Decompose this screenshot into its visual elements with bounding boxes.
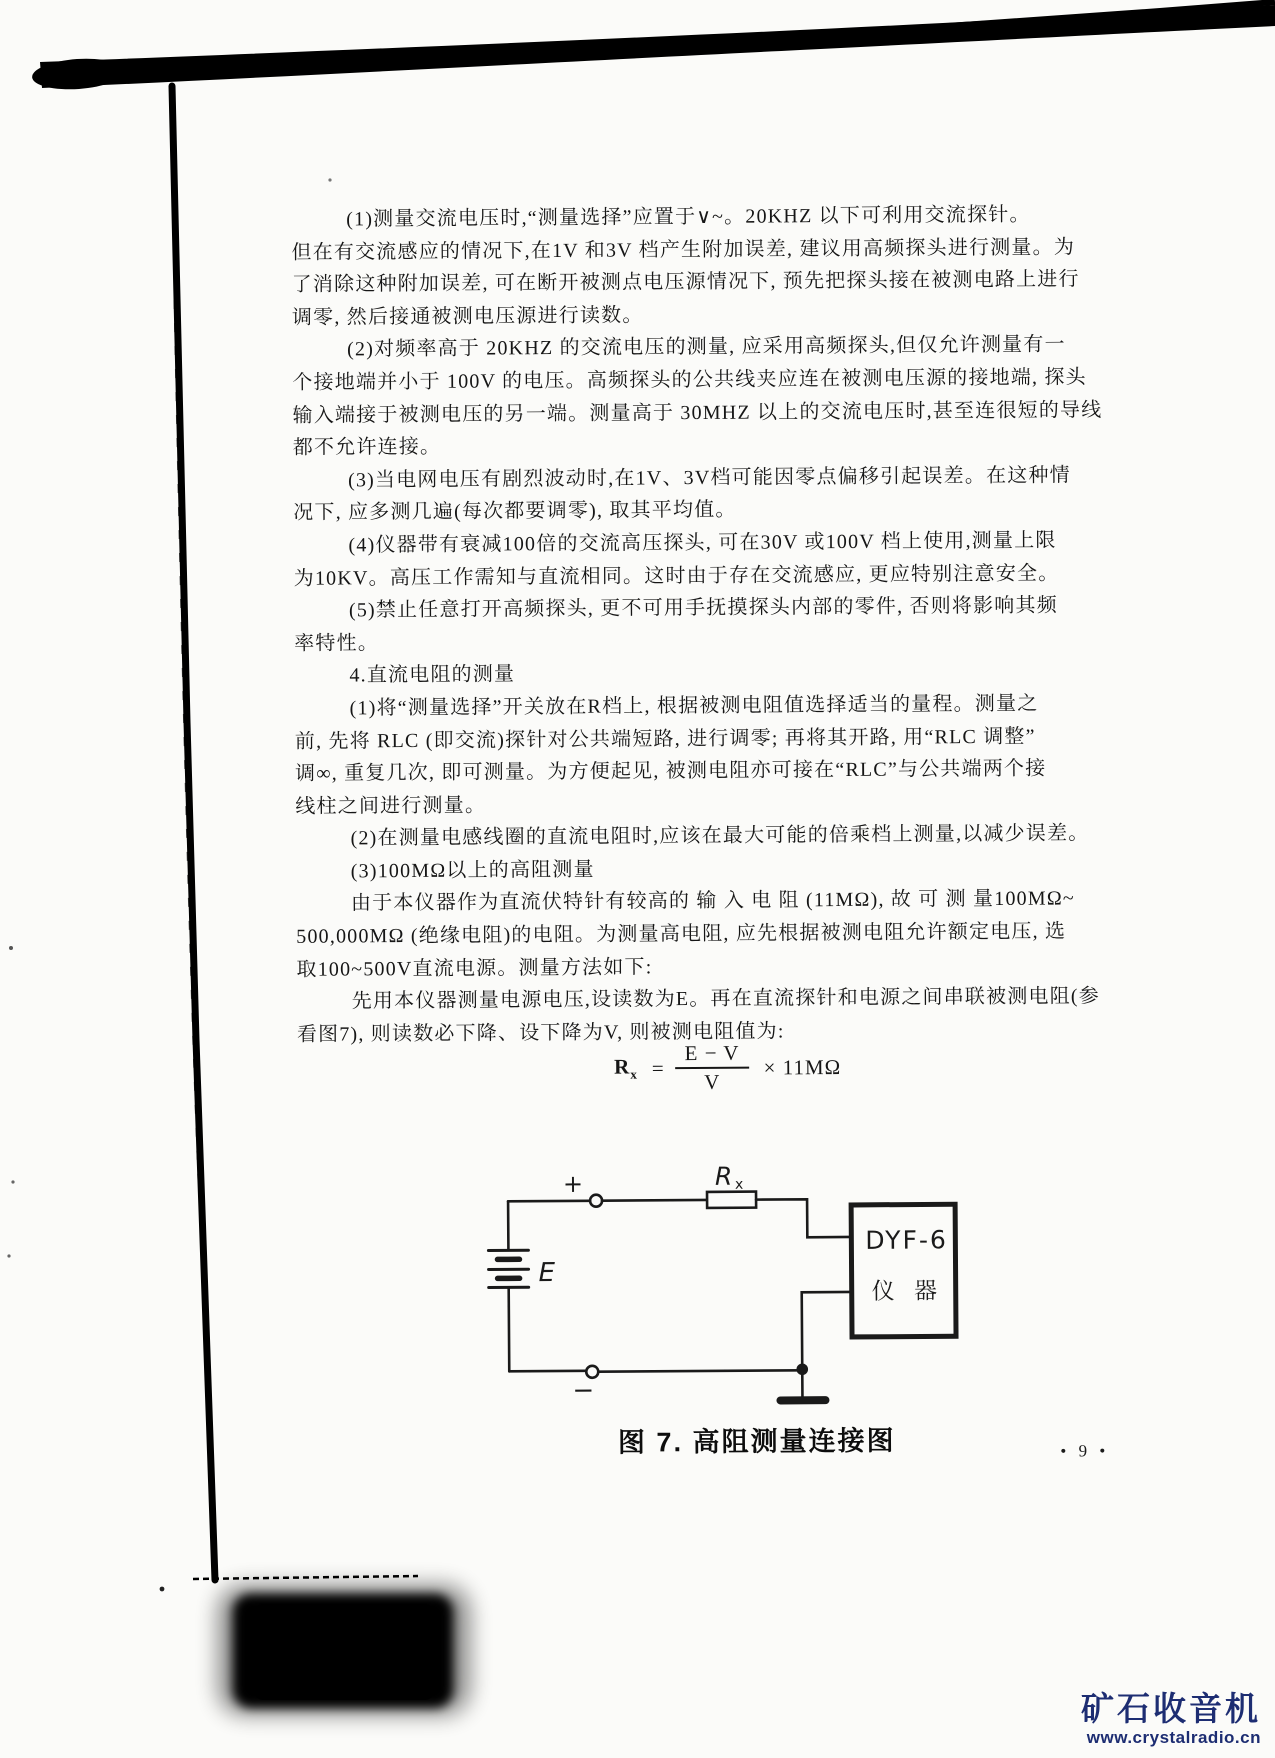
watermark-title: 矿石收音机 [1081, 1692, 1261, 1727]
formula-factor: × 11MΩ [764, 1055, 842, 1081]
text-line: (2)在测量电感线圈的直流电阻时,应该在最大可能的倍乘档上测量,以减少误差。 [295, 817, 1147, 856]
text-line: 调零, 然后接通被测电压源进行读数。 [292, 296, 1144, 335]
text-line: (2)对频率高于 20KHZ 的交流电压的测量, 应采用高频探头,但仅允许测量有一 [292, 328, 1144, 367]
wire-bottom-port [802, 1292, 853, 1369]
text-line: 调∞, 重复几次, 即可测量。为方便起见, 被测电阻亦可接在“RLC”与公共端两个接 [295, 752, 1147, 791]
text-line: 先用本仪器测量电源电压,设读数为E。再在直流探针和电源之间串联被测电阻(参 [297, 980, 1149, 1019]
battery-wire-bottom [509, 1288, 510, 1371]
text-line: 输入端接于被测电压的另一端。测量高于 30MHZ 以上的交流电压时,甚至连很短的导线 [292, 393, 1144, 432]
text-line: 前, 先将 RLC (即交流)探针对公共端短路, 进行调零; 再将其开路, 用“RLC 调整” [295, 719, 1147, 758]
wire-top3 [756, 1199, 851, 1238]
text-line: (4)仪器带有衰减100倍的交流高压探头, 可在30V 或100V 档上使用,测量上限 [293, 524, 1145, 563]
wire-bottom2 [598, 1370, 802, 1371]
text-line: 500,000MΩ (绝缘电阻)的电阻。为测量高电阻, 应先根据被测电阻允许额定电压, 选 [296, 915, 1148, 954]
formula [614, 1041, 841, 1095]
page-number: • 9 • [1035, 1441, 1135, 1462]
circuit-diagram [443, 1153, 1005, 1427]
watermark [1081, 1692, 1261, 1747]
text-line: 况下, 应多测几遍(每次都要调零), 取其平均值。 [293, 491, 1145, 530]
text-line: (1)将“测量选择”开关放在R档上, 根据被测电阻值选择适当的量程。测量之 [295, 687, 1147, 726]
text-line: 看图7), 则读数必下降、设下降为V, 则被测电阻值为: [297, 1013, 1149, 1052]
formula-numerator: E − V [674, 1042, 749, 1070]
text-line: 都不允许连接。 [293, 426, 1145, 465]
text-line: 为10KV。高压工作需知与直流相同。这时由于存在交流感应, 更应特别注意安全。 [294, 556, 1146, 595]
text-line: (3)100MΩ以上的高阻测量 [296, 850, 1148, 889]
resistor-label-sub: x [735, 1177, 743, 1193]
body-text [291, 198, 1149, 1051]
formula-denominator: V [675, 1069, 750, 1095]
minus-sign: − [572, 1376, 594, 1406]
instrument-box [851, 1204, 956, 1337]
wire-bottom [509, 1371, 586, 1372]
text-line: 个接地端并小于 100V 的电压。高频探头的公共线夹应连在被测电压源的接地端, 探头 [292, 361, 1144, 400]
text-line: 4.直流电阻的测量 [294, 654, 1146, 693]
text-line: 由于本仪器作为直流伏特针有较高的 输 入 电 阻 (11MΩ), 故 可 测 量100MΩ~ [296, 882, 1148, 921]
text-line: 线柱之间进行测量。 [295, 785, 1147, 824]
formula-fraction [674, 1042, 749, 1095]
text-line: 取100~500V直流电源。测量方法如下: [296, 948, 1148, 987]
terminal-plus [590, 1195, 602, 1207]
text-line: (5)禁止任意打开高频探头, 更不可用手抚摸探头内部的零件, 否则将影响其频 [294, 589, 1146, 628]
wire-top2 [602, 1200, 707, 1201]
text-line: (1)测量交流电压时,“测量选择”应置于∨~。20KHZ 以下可利用交流探针。 [291, 198, 1143, 237]
battery-label: E [538, 1258, 555, 1288]
resistor-label: R [715, 1162, 733, 1191]
text-line: 率特性。 [294, 622, 1146, 661]
text-line: 了消除这种附加误差, 可在断开被测点电压源情况下, 预先把探头接在被测电路上进行 [292, 263, 1144, 302]
wire-top [508, 1201, 590, 1202]
text-line: 但在有交流感应的情况下,在1V 和3V 档产生附加误差, 建议用高频探头进行测量。为 [291, 230, 1143, 269]
resistor-body [707, 1192, 756, 1208]
figure-caption: 图 7. 高阻测量连接图 [565, 1418, 949, 1460]
formula-equals: = [652, 1056, 665, 1081]
watermark-url: www.crystalradio.cn [1081, 1729, 1261, 1747]
text-line: (3)当电网电压有剧烈波动时,在1V、3V档可能因零点偏移引起误差。在这种情 [293, 459, 1145, 498]
formula-lhs: $R_x$ [614, 1054, 638, 1082]
instrument-name: DYF-6 [865, 1225, 948, 1255]
plus-sign: + [563, 1170, 583, 1198]
instrument-type: 仪 器 [872, 1278, 943, 1304]
